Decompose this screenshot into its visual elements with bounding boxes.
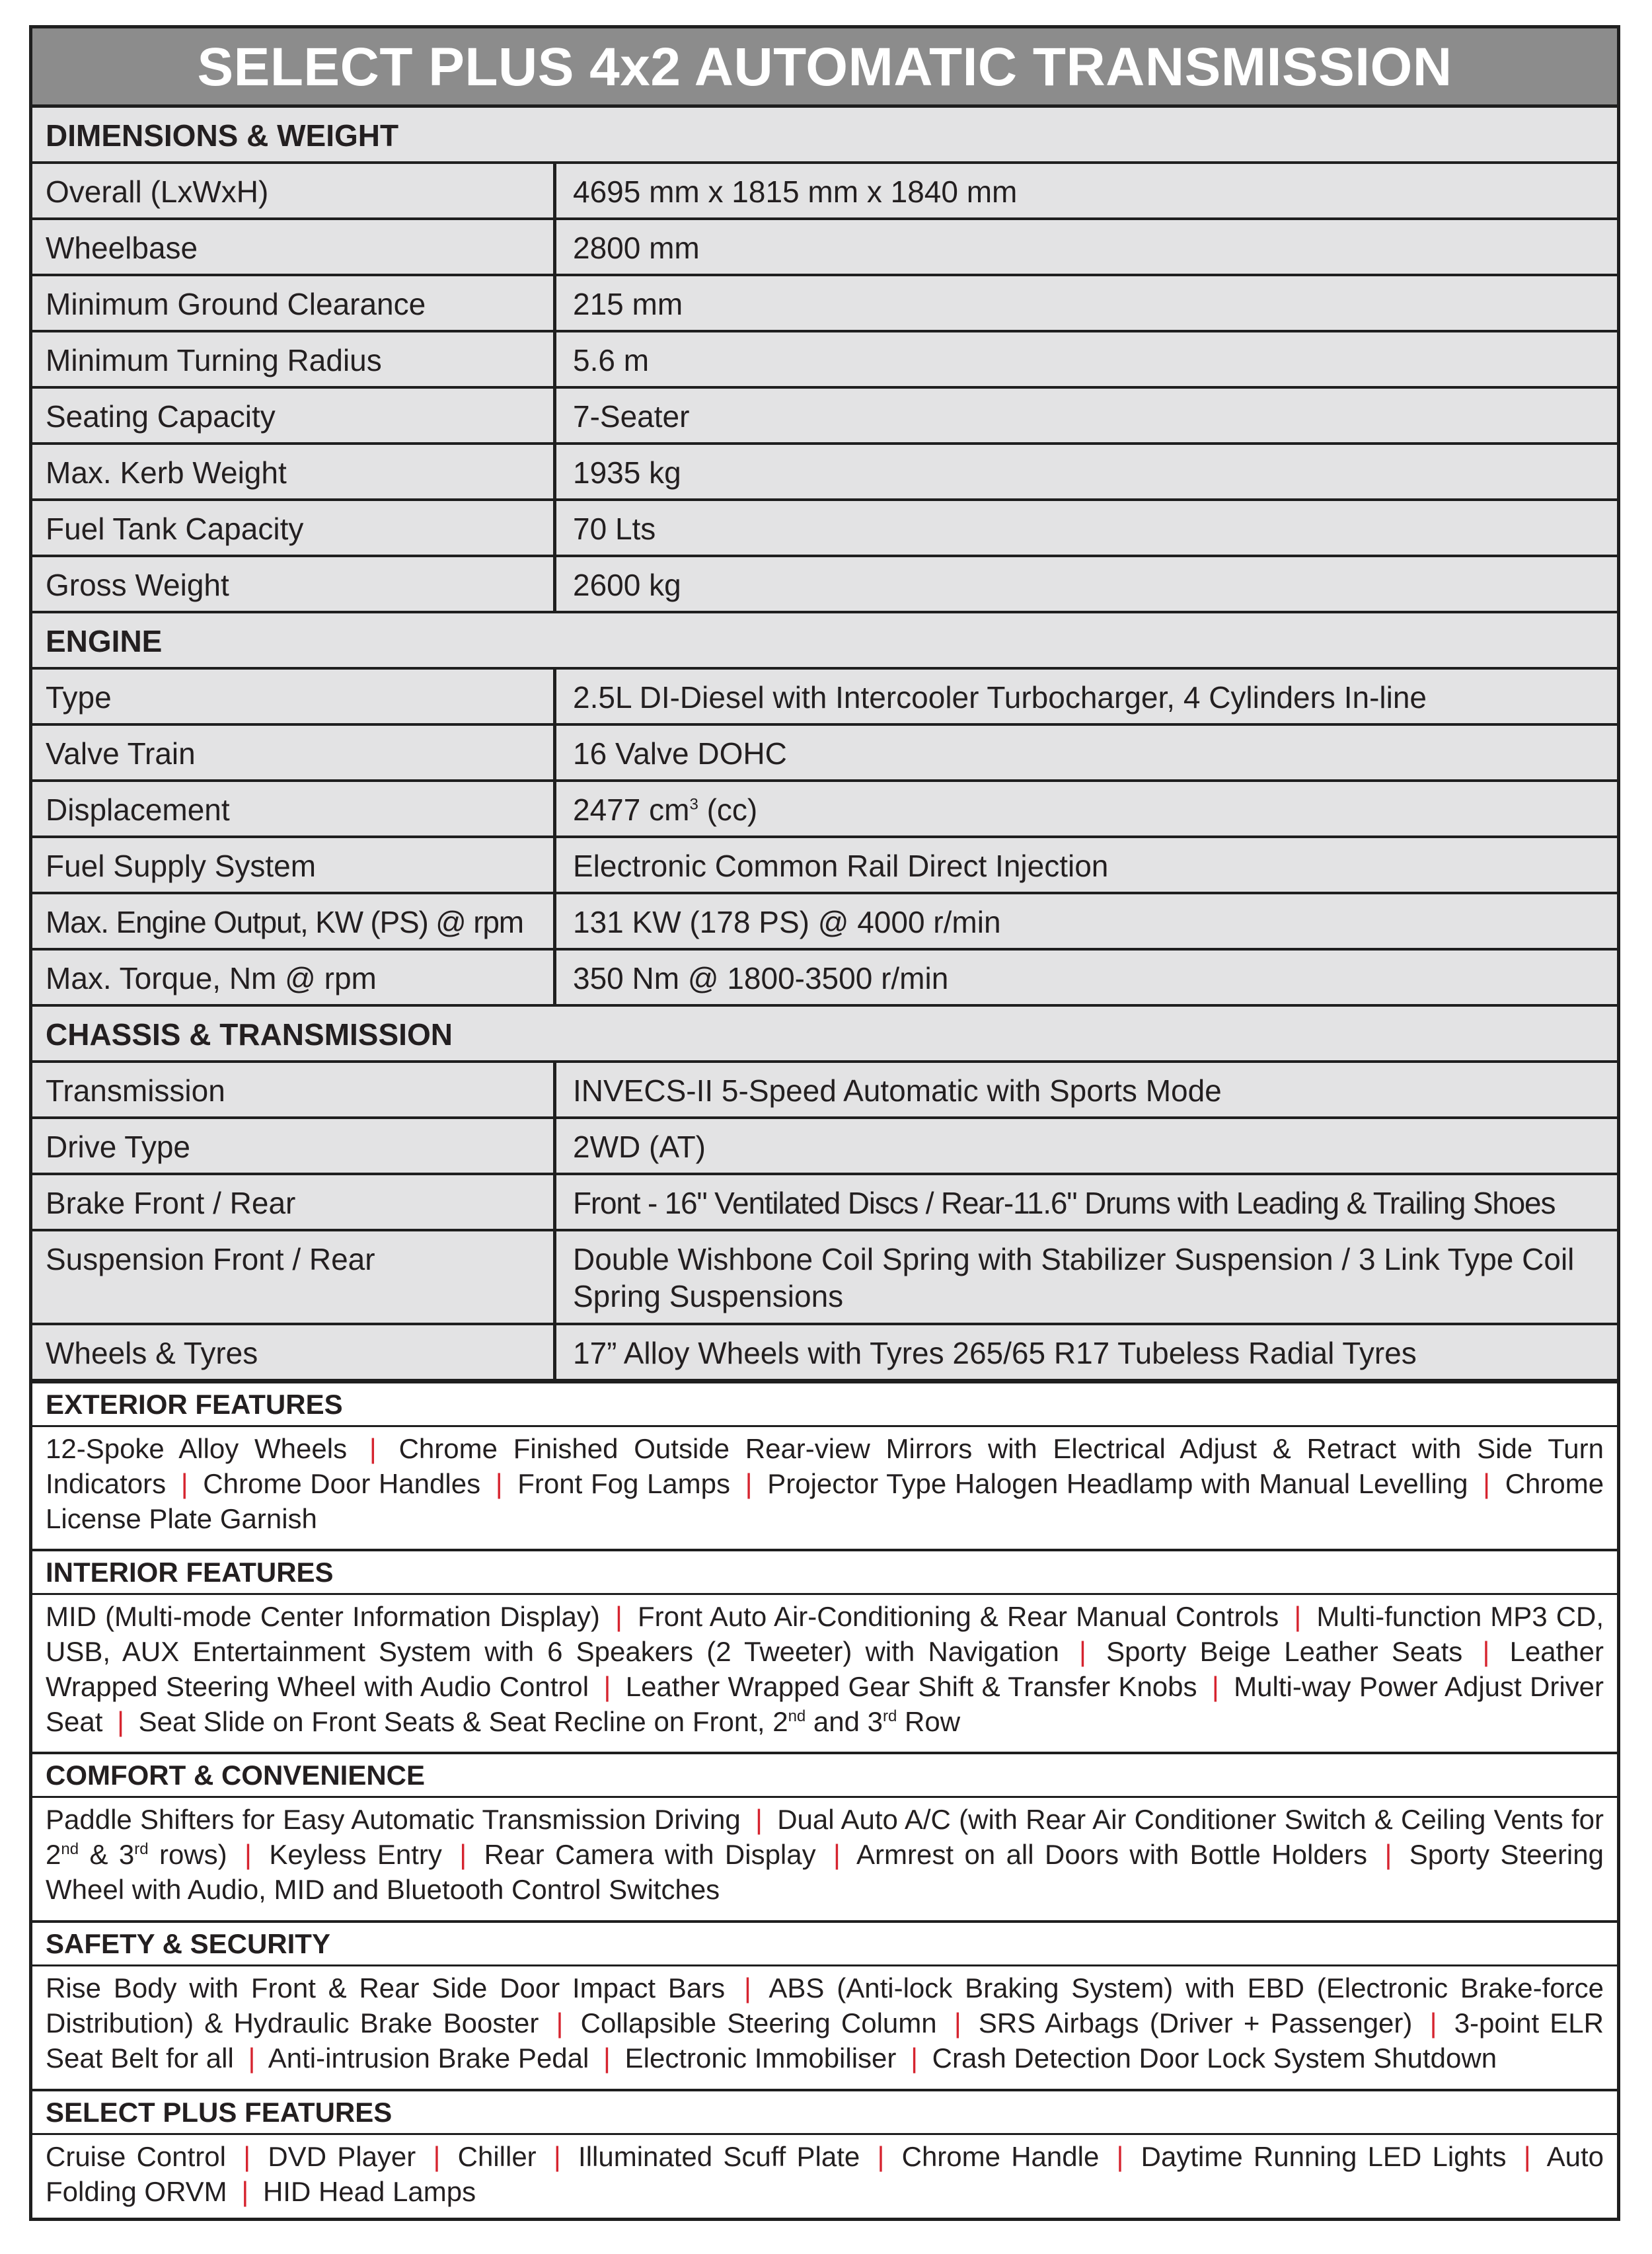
column-divider [553,276,556,332]
separator-bar: | [1294,1601,1302,1632]
spec-value: 131 KW (178 PS) @ 4000 r/min [573,905,1001,939]
feature-item: Daytime Running LED Lights [1141,2141,1507,2172]
spec-row [32,389,1617,445]
feature-item: Projector Type Halogen Headlamp with Manual Levelling [767,1468,1468,1499]
feature-item: Rear Camera with Display [484,1839,816,1870]
separator-bar: | [833,1839,841,1870]
spec-label: Drive Type [46,1130,191,1164]
spec-value: Front - 16" Ventilated Discs / Rear-11.6" Drums with Leading & Trailing Shoes [573,1186,1556,1220]
feature-item: SRS Airbags (Driver + Passenger) [978,2007,1413,2039]
separator-bar: | [755,1804,763,1835]
spec-label: Fuel Supply System [46,849,317,883]
section-heading-chassis: CHASSIS & TRANSMISSION [32,1007,1617,1063]
separator-bar: | [1079,1636,1086,1667]
section-heading-safety: SAFETY & SECURITY [32,1920,1617,1966]
spec-value [573,782,1604,837]
spec-value: INVECS-II 5-Speed Automatic with Sports Mode [573,1073,1222,1108]
section-heading-select-plus: SELECT PLUS FEATURES [32,2089,1617,2135]
feature-item: Multi-way Power Adjust Driver Seat [46,1671,1604,1737]
spec-row [32,670,1617,726]
separator-bar: | [244,1839,252,1870]
spec-row [32,164,1617,220]
feature-item: 12-Spoke Alloy Wheels [46,1433,348,1464]
spec-row [32,894,1617,951]
feature-text: rows) [148,1839,227,1870]
separator-bar: | [1482,1636,1490,1667]
value-text: 2477 cm [573,793,690,827]
select-plus-features-list [46,2139,1604,2209]
feature-item: Chrome Handle [901,2141,1100,2172]
column-divider [553,1119,556,1175]
section-heading-exterior: EXTERIOR FEATURES [32,1381,1617,1427]
feature-text: Seat Slide on Front Seats & Seat Recline on Front, 2 [138,1706,788,1737]
separator-bar: | [744,1972,751,2003]
spec-value: Double Wishbone Coil Spring with Stabilizer Suspension / 3 Link Type Coil Spring Suspensions [573,1242,1575,1313]
separator-bar: | [241,2176,249,2207]
feature-item: Anti-intrusion Brake Pedal [268,2042,589,2074]
feature-item: DVD Player [268,2141,416,2172]
spec-row [32,951,1617,1007]
spec-value: 16 Valve DOHC [573,736,787,771]
separator-bar: | [243,2141,251,2172]
feature-item: Cruise Control [46,2141,226,2172]
section-heading-dimensions: DIMENSIONS & WEIGHT [32,108,1617,164]
value-text: (cc) [698,793,758,827]
spec-value: 215 mm [573,287,683,321]
interior-features-list [46,1599,1604,1739]
feature-item: Illuminated Scuff Plate [578,2141,860,2172]
spec-row [32,276,1617,332]
spec-row [32,1175,1617,1231]
section-heading-interior: INTERIOR FEATURES [32,1549,1617,1595]
exterior-features-list [46,1431,1604,1536]
column-divider [553,445,556,501]
spec-row [32,838,1617,894]
spec-label: Gross Weight [46,568,229,602]
feature-item: HID Head Lamps [262,2176,476,2207]
column-divider [553,951,556,1004]
feature-item: 3-point ELR Seat Belt for all [46,2007,1604,2074]
spec-value: 70 Lts [573,512,656,546]
feature-item: Armrest on all Doors with Bottle Holders [856,1839,1368,1870]
page-title: SELECT PLUS 4x2 AUTOMATIC TRANSMISSION [32,28,1617,108]
column-divider [553,1325,556,1379]
separator-bar: | [954,2007,961,2039]
separator-bar: | [615,1601,622,1632]
column-divider [553,894,556,951]
feature-item: Chrome License Plate Garnish [46,1468,1604,1534]
section-heading-engine: ENGINE [32,613,1617,670]
feature-item: Front Auto Air-Conditioning & Rear Manual Controls [638,1601,1279,1632]
feature-item [139,1706,960,1737]
separator-bar: | [911,2042,918,2074]
column-divider [553,782,556,838]
spec-value: 17” Alloy Wheels with Tyres 265/65 R17 Tubeless Radial Tyres [573,1336,1417,1370]
separator-bar: | [603,1671,611,1702]
column-divider [553,164,556,220]
section-heading-comfort: COMFORT & CONVENIENCE [32,1752,1617,1798]
feature-item: ABS (Anti-lock Braking System) with EBD (Electronic Brake-force Distribution) & Hydraulic Brake Booster [46,1972,1604,2039]
feature-item: Rise Body with Front & Rear Side Door Impact Bars [46,1972,726,2003]
spec-label: Max. Torque, Nm @ rpm [46,961,377,995]
spec-label: Displacement [46,793,230,827]
superscript: nd [61,1840,79,1858]
spec-label: Type [46,680,112,715]
feature-item: Chrome Finished Outside Rear-view Mirrors with Electrical Adjust & Retract with Side Turn Indicators [46,1433,1604,1499]
separator-bar: | [745,1468,753,1499]
spec-value: 4695 mm x 1815 mm x 1840 mm [573,175,1018,209]
spec-row [32,726,1617,782]
spec-label: Transmission [46,1073,225,1108]
spec-row [32,501,1617,557]
separator-bar: | [1384,1839,1392,1870]
feature-item [46,1804,741,1835]
spec-label: Seating Capacity [46,399,276,434]
separator-bar: | [117,1706,124,1737]
feature-item: Multi-function MP3 CD, USB, AUX Entertainment System with 6 Speakers (2 Tweeter) with Navigation [46,1601,1604,1667]
column-divider [553,501,556,557]
spec-row [32,1119,1617,1175]
spec-value: 1935 kg [573,455,681,490]
spec-row [32,557,1617,613]
spec-label: Overall (LxWxH) [46,175,269,209]
feature-text: Dual Auto A/C (with Rear Air Conditioner Switch & Ceiling Vents for 2 [46,1804,1604,1870]
separator-bar: | [248,2042,256,2074]
separator-bar: | [495,1468,503,1499]
spec-value: Electronic Common Rail Direct Injection [573,849,1109,883]
feature-item: Front Fog Lamps [517,1468,731,1499]
separator-bar: | [459,1839,467,1870]
column-divider [553,726,556,782]
superscript: nd [788,1707,806,1725]
superscript: rd [883,1707,897,1725]
spec-label: Wheels & Tyres [46,1336,258,1370]
feature-item: Chrome Door Handles [203,1468,481,1499]
spec-value: 5.6 m [573,343,650,377]
feature-item: Auto Folding ORVM [46,2141,1604,2207]
column-divider [553,1175,556,1231]
spec-label: Fuel Tank Capacity [46,512,304,546]
feature-text: and 3 [806,1706,883,1737]
separator-bar: | [877,2141,885,2172]
feature-text: Row [897,1706,961,1737]
column-divider [553,557,556,611]
spec-row [32,445,1617,501]
separator-bar: | [369,1433,377,1464]
feature-text: Paddle Shifters for Easy Automatic Transmission Driving [46,1804,741,1835]
feature-item: Leather Wrapped Steering Wheel with Audio Control [46,1636,1604,1702]
feature-item: Sporty Steering Wheel with Audio, MID and Bluetooth Control Switches [46,1839,1604,1905]
separator-bar: | [1483,1468,1491,1499]
spec-value: 2600 kg [573,568,681,602]
column-divider [553,670,556,726]
separator-bar: | [1523,2141,1531,2172]
separator-bar: | [603,2042,611,2074]
spec-label: Max. Kerb Weight [46,455,287,490]
feature-item: Sporty Beige Leather Seats [1106,1636,1463,1667]
spec-label: Minimum Ground Clearance [46,287,426,321]
spec-sheet [29,25,1620,2221]
spec-row [32,332,1617,389]
spec-value: 2WD (AT) [573,1130,706,1164]
superscript: rd [134,1840,149,1858]
feature-item: Keyless Entry [269,1839,442,1870]
safety-features-list [46,1970,1604,2076]
column-divider [553,389,556,445]
column-divider [553,1231,556,1325]
spec-value: 350 Nm @ 1800-3500 r/min [573,961,949,995]
spec-label: Minimum Turning Radius [46,343,382,377]
feature-text: & 3 [79,1839,135,1870]
feature-item: Electronic Immobiliser [624,2042,897,2074]
feature-item: Leather Wrapped Gear Shift & Transfer Knobs [625,1671,1197,1702]
spec-row [32,782,1617,838]
comfort-features-list [46,1802,1604,1907]
feature-item: Crash Detection Door Lock System Shutdown [932,2042,1497,2074]
column-divider [553,838,556,894]
separator-bar: | [433,2141,441,2172]
spec-label: Wheelbase [46,231,198,265]
column-divider [553,220,556,276]
spec-row [32,1231,1617,1325]
feature-item: MID (Multi-mode Center Information Display) [46,1601,600,1632]
feature-item: Chiller [457,2141,537,2172]
separator-bar: | [180,1468,188,1499]
spec-label: Brake Front / Rear [46,1186,296,1220]
separator-bar: | [1211,1671,1219,1702]
spec-label: Max. Engine Output, KW (PS) @ rpm [46,905,523,939]
spec-row [32,1063,1617,1119]
spec-value: 2.5L DI-Diesel with Intercooler Turbocharger, 4 Cylinders In-line [573,680,1427,715]
spec-value: 7-Seater [573,399,690,434]
superscript: 3 [689,795,698,814]
separator-bar: | [1429,2007,1437,2039]
spec-row [32,1325,1617,1381]
column-divider [553,1063,556,1119]
spec-label: Suspension Front / Rear [46,1242,375,1276]
spec-row [32,220,1617,276]
spec-value: 2800 mm [573,231,700,265]
separator-bar: | [1116,2141,1124,2172]
column-divider [553,332,556,389]
feature-item: Collapsible Steering Column [580,2007,937,2039]
spec-label: Valve Train [46,736,196,771]
separator-bar: | [556,2007,564,2039]
separator-bar: | [553,2141,561,2172]
